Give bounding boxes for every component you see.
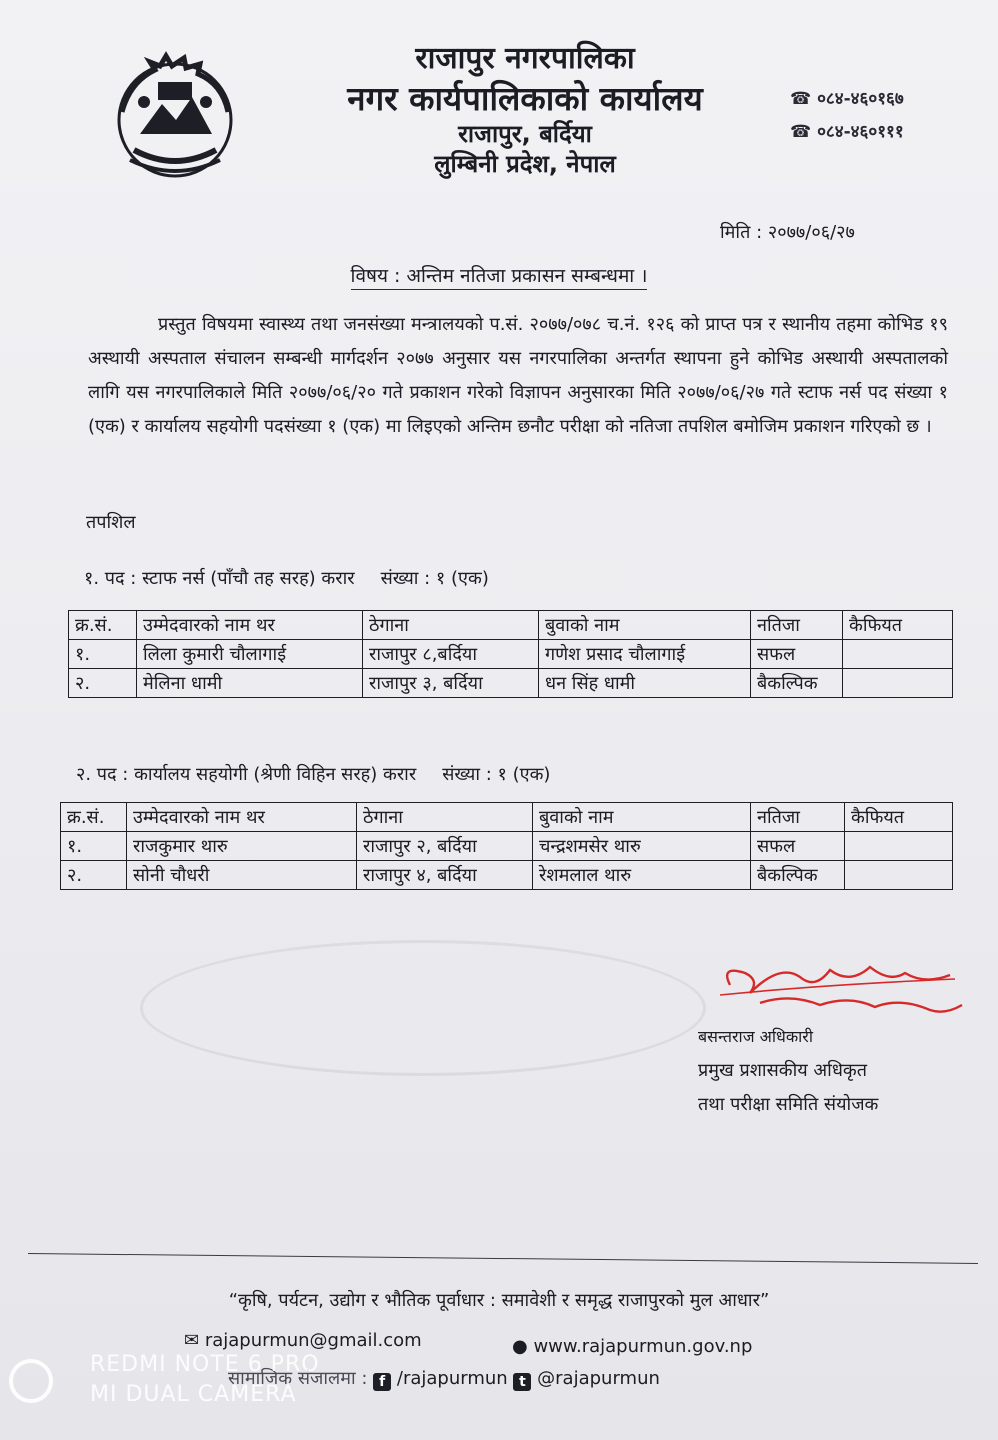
municipality-name: राजापुर नगरपालिका [415, 41, 635, 76]
phone-number-1: ☎ ०८४-४६०१६७ [790, 89, 904, 109]
signatory-role: तथा परीक्षा समिति संयोजक [698, 1094, 879, 1115]
signatory-title: प्रमुख प्रशासकीय अधिकृत [698, 1060, 867, 1081]
cell-address: राजापुर ८,बर्दिया [363, 640, 539, 669]
camera-watermark-icon [6, 1356, 56, 1406]
column-header-father-name: बुवाको नाम [539, 611, 751, 640]
cell-result: सफल [751, 640, 843, 669]
office-location: राजापुर, बर्दिया [458, 119, 592, 148]
cell-serial: १. [61, 832, 127, 861]
cell-remarks [843, 640, 953, 669]
province-name: लुम्बिनी प्रदेश, नेपाल [434, 149, 616, 178]
column-header-candidate-name: उम्मेदवारको नाम थर [127, 803, 357, 832]
post-1-count: संख्या : १ (एक) [380, 568, 489, 589]
cell-candidate-name: लिला कुमारी चौलागाई [137, 640, 363, 669]
table-row [61, 832, 953, 861]
cell-father-name: चन्द्रशमसेर थारु [533, 832, 751, 861]
phone-numbers [790, 86, 904, 152]
office-name: नगर कार्यपालिकाको कार्यालय [347, 78, 703, 118]
cell-result: बैकल्पिक [751, 669, 843, 698]
column-header-serial: क्र.सं. [69, 611, 137, 640]
cell-address: राजापुर २, बर्दिया [357, 832, 533, 861]
letterhead [290, 40, 760, 179]
letter-date: मिति : २०७७/०६/२७ [720, 222, 855, 243]
results-table-staff-nurse [68, 610, 953, 698]
column-header-address: ठेगाना [357, 803, 533, 832]
signatory-name: बसन्तराज अधिकारी [698, 1027, 813, 1046]
subject-text: विषय : अन्तिम नतिजा प्रकासन सम्बन्धमा । [351, 265, 648, 290]
post-2-title: २. पद : कार्यालय सहयोगी (श्रेणी विहिन सरह) करार [76, 764, 417, 785]
nepal-government-emblem-icon [100, 42, 250, 192]
cell-result: सफल [751, 832, 845, 861]
footer-website [512, 1336, 752, 1357]
facebook-icon: f [373, 1373, 391, 1391]
body-paragraph: प्रस्तुत विषयमा स्वास्थ्य तथा जनसंख्या मन्त्रालयको प.सं. २०७७/०७८ च.नं. १२६ को प्राप्त पत्र र स्थानीय तहमा कोभिड १९ अस्थायी अस्पताल संचालन सम्बन्धी मार्गदर्शन २०७७ अनुसार यस नगरपालिका अन्तर्गत स्थापना हुने कोभिड अस्थायी अस्पतालको लागि यस नगरपालिकाले मिति २०७७/०६/२० गते प्रकाशन गरेको विज्ञापन अनुसारका मिति २०७७/०६/२७ गते स्टाफ नर्स पद संख्या १ (एक) र कार्यालय सहयोगी पदसंख्या १ (एक) मा लिइएको अन्तिम छनौट परीक्षा को नतिजा तपशिल बमोजिम प्रकाशन गरिएको छ । [88, 314, 948, 437]
cell-serial: १. [69, 640, 137, 669]
footer-slogan: “कृषि, पर्यटन, उद्योग र भौतिक पूर्वाधार : समावेशी र समृद्ध राजापुरको मुल आधार” [228, 1290, 770, 1311]
cell-father-name: धन सिंह धामी [539, 669, 751, 698]
facebook-handle: /rajapurmun [396, 1368, 508, 1389]
column-header-address: ठेगाना [363, 611, 539, 640]
camera-watermark [90, 1350, 320, 1410]
column-header-candidate-name: उम्मेदवारको नाम थर [137, 611, 363, 640]
camera-watermark-line-1: REDMI NOTE 6 PRO [90, 1352, 320, 1377]
post-2-count: संख्या : १ (एक) [442, 764, 551, 785]
cell-serial: २. [69, 669, 137, 698]
cell-address: राजापुर ४, बर्दिया [357, 861, 533, 890]
twitter-icon: t [513, 1373, 531, 1391]
cell-remarks [845, 861, 953, 890]
column-header-father-name: बुवाको नाम [533, 803, 751, 832]
details-heading: तपशिल [86, 512, 136, 533]
table-row [69, 640, 953, 669]
table-row [69, 669, 953, 698]
column-header-serial: क्र.सं. [61, 803, 127, 832]
cell-candidate-name: राजकुमार थारु [127, 832, 357, 861]
cell-serial: २. [61, 861, 127, 890]
footer-divider [28, 1253, 978, 1264]
footer-email [184, 1330, 422, 1351]
faded-seal-stamp [140, 940, 706, 1076]
twitter-handle: @rajapurmun [537, 1368, 660, 1389]
mail-icon: ✉ [184, 1330, 200, 1351]
post-1-heading [84, 566, 489, 590]
subject-line [0, 262, 998, 288]
email-address: rajapurmun@gmail.com [204, 1330, 422, 1351]
cell-result: बैकल्पिक [751, 861, 845, 890]
phone-number-2: ☎ ०८४-४६०१११ [790, 122, 904, 142]
social-media-label: सामाजिक संजालमा : [228, 1368, 368, 1389]
cell-remarks [843, 669, 953, 698]
camera-watermark-line-2: MI DUAL CAMERA [90, 1382, 297, 1407]
cell-remarks [845, 832, 953, 861]
post-1-title: १. पद : स्टाफ नर्स (पाँचौ तह सरह) करार [84, 568, 355, 589]
cell-candidate-name: सोनी चौधरी [127, 861, 357, 890]
column-header-result: नतिजा [751, 803, 845, 832]
table-header-row [69, 611, 953, 640]
table-row [61, 861, 953, 890]
signatory-block [698, 1020, 878, 1122]
globe-icon: ● [512, 1336, 528, 1357]
column-header-remarks: कैफियत [845, 803, 953, 832]
column-header-remarks: कैफियत [843, 611, 953, 640]
cell-address: राजापुर ३, बर्दिया [363, 669, 539, 698]
cell-candidate-name: मेलिना धामी [137, 669, 363, 698]
post-2-heading [76, 762, 550, 786]
results-table-office-assistant [60, 802, 953, 890]
column-header-result: नतिजा [751, 611, 843, 640]
website-url: www.rajapurmun.gov.np [533, 1336, 753, 1357]
cell-father-name: रेशमलाल थारु [533, 861, 751, 890]
cell-father-name: गणेश प्रसाद चौलागाई [539, 640, 751, 669]
table-header-row [61, 803, 953, 832]
